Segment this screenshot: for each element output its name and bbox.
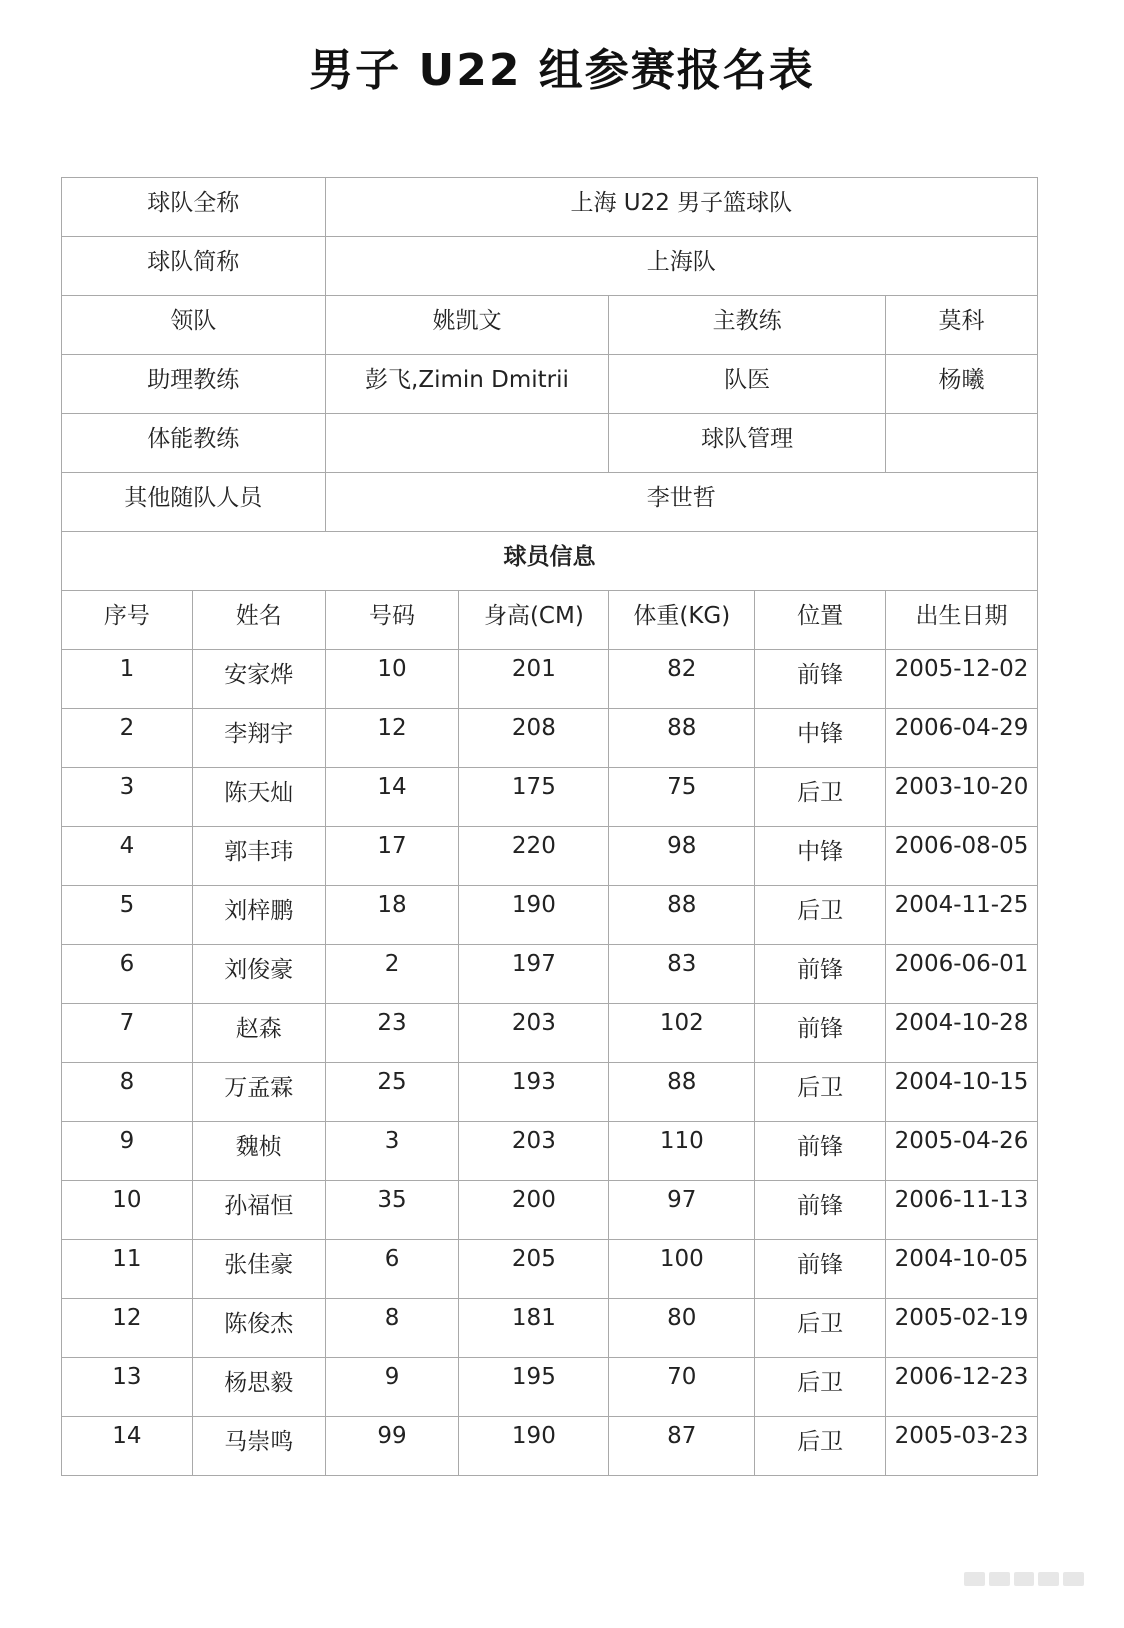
player-row: [62, 650, 1038, 709]
player-weight-cell: 100: [609, 1240, 755, 1299]
player-position-cell: 后卫: [755, 1063, 886, 1122]
player-row: [62, 827, 1038, 886]
player-position-cell: 后卫: [755, 768, 886, 827]
player-index-cell: 7: [62, 1004, 193, 1063]
player-weight-cell: 75: [609, 768, 755, 827]
leader-label: 领队: [62, 296, 326, 355]
fitness-coach-value: [325, 414, 609, 473]
player-position-cell: 前锋: [755, 1004, 886, 1063]
player-name-cell: 万孟霖: [192, 1063, 325, 1122]
player-row: [62, 1004, 1038, 1063]
player-row: [62, 1122, 1038, 1181]
player-height-cell: 201: [459, 650, 609, 709]
doctor-value: 杨曦: [886, 355, 1038, 414]
leader-row: [62, 296, 1038, 355]
player-birthdate-cell: 2006-04-29: [886, 709, 1038, 768]
player-birthdate-cell: 2004-10-15: [886, 1063, 1038, 1122]
player-name-cell: 郭丰玮: [192, 827, 325, 886]
fitness-coach-row: [62, 414, 1038, 473]
player-row: [62, 768, 1038, 827]
team-full-name-value: 上海 U22 男子篮球队: [325, 178, 1037, 237]
player-row: [62, 886, 1038, 945]
player-number-cell: 6: [325, 1240, 459, 1299]
player-height-cell: 203: [459, 1004, 609, 1063]
player-number-cell: 17: [325, 827, 459, 886]
player-number-cell: 18: [325, 886, 459, 945]
other-staff-row: [62, 473, 1038, 532]
player-number-cell: 3: [325, 1122, 459, 1181]
player-position-cell: 前锋: [755, 945, 886, 1004]
player-index-cell: 2: [62, 709, 193, 768]
player-position-cell: 前锋: [755, 1122, 886, 1181]
player-name-cell: 杨思毅: [192, 1358, 325, 1417]
player-height-cell: 197: [459, 945, 609, 1004]
player-number-cell: 10: [325, 650, 459, 709]
player-number-cell: 23: [325, 1004, 459, 1063]
player-height-cell: 193: [459, 1063, 609, 1122]
player-position-cell: 前锋: [755, 1181, 886, 1240]
player-position-cell: 后卫: [755, 1417, 886, 1476]
player-weight-cell: 88: [609, 886, 755, 945]
player-birthdate-cell: 2004-11-25: [886, 886, 1038, 945]
player-position-cell: 前锋: [755, 1240, 886, 1299]
player-name-cell: 李翔宇: [192, 709, 325, 768]
team-full-name-label: 球队全称: [62, 178, 326, 237]
head-coach-value: 莫科: [886, 296, 1038, 355]
player-number-cell: 14: [325, 768, 459, 827]
player-height-cell: 175: [459, 768, 609, 827]
team-short-name-row: [62, 237, 1038, 296]
player-number-cell: 8: [325, 1299, 459, 1358]
player-section-title: 球员信息: [62, 532, 1038, 591]
player-row: [62, 709, 1038, 768]
col-name-header: 姓名: [192, 591, 325, 650]
other-staff-value: 李世哲: [325, 473, 1037, 532]
team-short-name-value: 上海队: [325, 237, 1037, 296]
player-index-cell: 10: [62, 1181, 193, 1240]
player-name-cell: 马崇鸣: [192, 1417, 325, 1476]
player-position-cell: 中锋: [755, 709, 886, 768]
player-index-cell: 1: [62, 650, 193, 709]
player-birthdate-cell: 2004-10-05: [886, 1240, 1038, 1299]
player-position-cell: 后卫: [755, 886, 886, 945]
player-number-cell: 2: [325, 945, 459, 1004]
team-short-name-label: 球队简称: [62, 237, 326, 296]
player-number-cell: 25: [325, 1063, 459, 1122]
player-index-cell: 3: [62, 768, 193, 827]
col-index-header: 序号: [62, 591, 193, 650]
player-weight-cell: 70: [609, 1358, 755, 1417]
col-weight-header: 体重(KG): [609, 591, 755, 650]
manager-value: [886, 414, 1038, 473]
player-weight-cell: 110: [609, 1122, 755, 1181]
col-birthdate-header: 出生日期: [886, 591, 1038, 650]
player-birthdate-cell: 2005-02-19: [886, 1299, 1038, 1358]
col-position-header: 位置: [755, 591, 886, 650]
player-number-cell: 12: [325, 709, 459, 768]
other-staff-label: 其他随队人员: [62, 473, 326, 532]
player-number-cell: 99: [325, 1417, 459, 1476]
player-birthdate-cell: 2005-04-26: [886, 1122, 1038, 1181]
player-index-cell: 4: [62, 827, 193, 886]
player-name-cell: 张佳豪: [192, 1240, 325, 1299]
player-birthdate-cell: 2003-10-20: [886, 768, 1038, 827]
player-index-cell: 8: [62, 1063, 193, 1122]
player-row: [62, 945, 1038, 1004]
player-section-row: [62, 532, 1038, 591]
assistant-coach-value: 彭飞,Zimin Dmitrii: [325, 355, 609, 414]
assistant-coach-row: [62, 355, 1038, 414]
doctor-label: 队医: [609, 355, 886, 414]
player-birthdate-cell: 2006-08-05: [886, 827, 1038, 886]
player-position-cell: 后卫: [755, 1299, 886, 1358]
player-height-cell: 195: [459, 1358, 609, 1417]
watermark: [964, 1572, 1084, 1586]
player-birthdate-cell: 2005-03-23: [886, 1417, 1038, 1476]
player-row: [62, 1240, 1038, 1299]
player-row: [62, 1417, 1038, 1476]
leader-value: 姚凯文: [325, 296, 609, 355]
player-name-cell: 孙福恒: [192, 1181, 325, 1240]
player-weight-cell: 88: [609, 1063, 755, 1122]
player-name-cell: 刘俊豪: [192, 945, 325, 1004]
col-height-header: 身高(CM): [459, 591, 609, 650]
player-weight-cell: 88: [609, 709, 755, 768]
head-coach-label: 主教练: [609, 296, 886, 355]
player-height-cell: 208: [459, 709, 609, 768]
player-name-cell: 陈俊杰: [192, 1299, 325, 1358]
player-name-cell: 赵森: [192, 1004, 325, 1063]
player-index-cell: 5: [62, 886, 193, 945]
player-weight-cell: 83: [609, 945, 755, 1004]
player-weight-cell: 87: [609, 1417, 755, 1476]
manager-label: 球队管理: [609, 414, 886, 473]
player-row: [62, 1063, 1038, 1122]
fitness-coach-label: 体能教练: [62, 414, 326, 473]
player-weight-cell: 97: [609, 1181, 755, 1240]
col-number-header: 号码: [325, 591, 459, 650]
player-number-cell: 9: [325, 1358, 459, 1417]
player-table-header: [62, 591, 1038, 650]
player-birthdate-cell: 2006-06-01: [886, 945, 1038, 1004]
player-row: [62, 1299, 1038, 1358]
player-height-cell: 190: [459, 1417, 609, 1476]
player-position-cell: 中锋: [755, 827, 886, 886]
player-weight-cell: 98: [609, 827, 755, 886]
player-index-cell: 12: [62, 1299, 193, 1358]
player-index-cell: 9: [62, 1122, 193, 1181]
assistant-coach-label: 助理教练: [62, 355, 326, 414]
player-row: [62, 1181, 1038, 1240]
player-position-cell: 前锋: [755, 650, 886, 709]
player-name-cell: 陈天灿: [192, 768, 325, 827]
player-birthdate-cell: 2004-10-28: [886, 1004, 1038, 1063]
player-index-cell: 11: [62, 1240, 193, 1299]
page-title: 男子 U22 组参赛报名表: [309, 45, 815, 96]
player-index-cell: 13: [62, 1358, 193, 1417]
player-birthdate-cell: 2006-12-23: [886, 1358, 1038, 1417]
player-position-cell: 后卫: [755, 1358, 886, 1417]
player-weight-cell: 82: [609, 650, 755, 709]
player-number-cell: 35: [325, 1181, 459, 1240]
player-height-cell: 203: [459, 1122, 609, 1181]
player-index-cell: 6: [62, 945, 193, 1004]
registration-form-table: [61, 177, 1038, 1476]
player-height-cell: 200: [459, 1181, 609, 1240]
player-index-cell: 14: [62, 1417, 193, 1476]
player-name-cell: 安家烨: [192, 650, 325, 709]
player-name-cell: 刘梓鹏: [192, 886, 325, 945]
player-birthdate-cell: 2006-11-13: [886, 1181, 1038, 1240]
player-birthdate-cell: 2005-12-02: [886, 650, 1038, 709]
player-height-cell: 220: [459, 827, 609, 886]
player-weight-cell: 80: [609, 1299, 755, 1358]
player-weight-cell: 102: [609, 1004, 755, 1063]
player-row: [62, 1358, 1038, 1417]
player-height-cell: 190: [459, 886, 609, 945]
team-full-name-row: [62, 178, 1038, 237]
player-name-cell: 魏桢: [192, 1122, 325, 1181]
player-height-cell: 181: [459, 1299, 609, 1358]
player-height-cell: 205: [459, 1240, 609, 1299]
